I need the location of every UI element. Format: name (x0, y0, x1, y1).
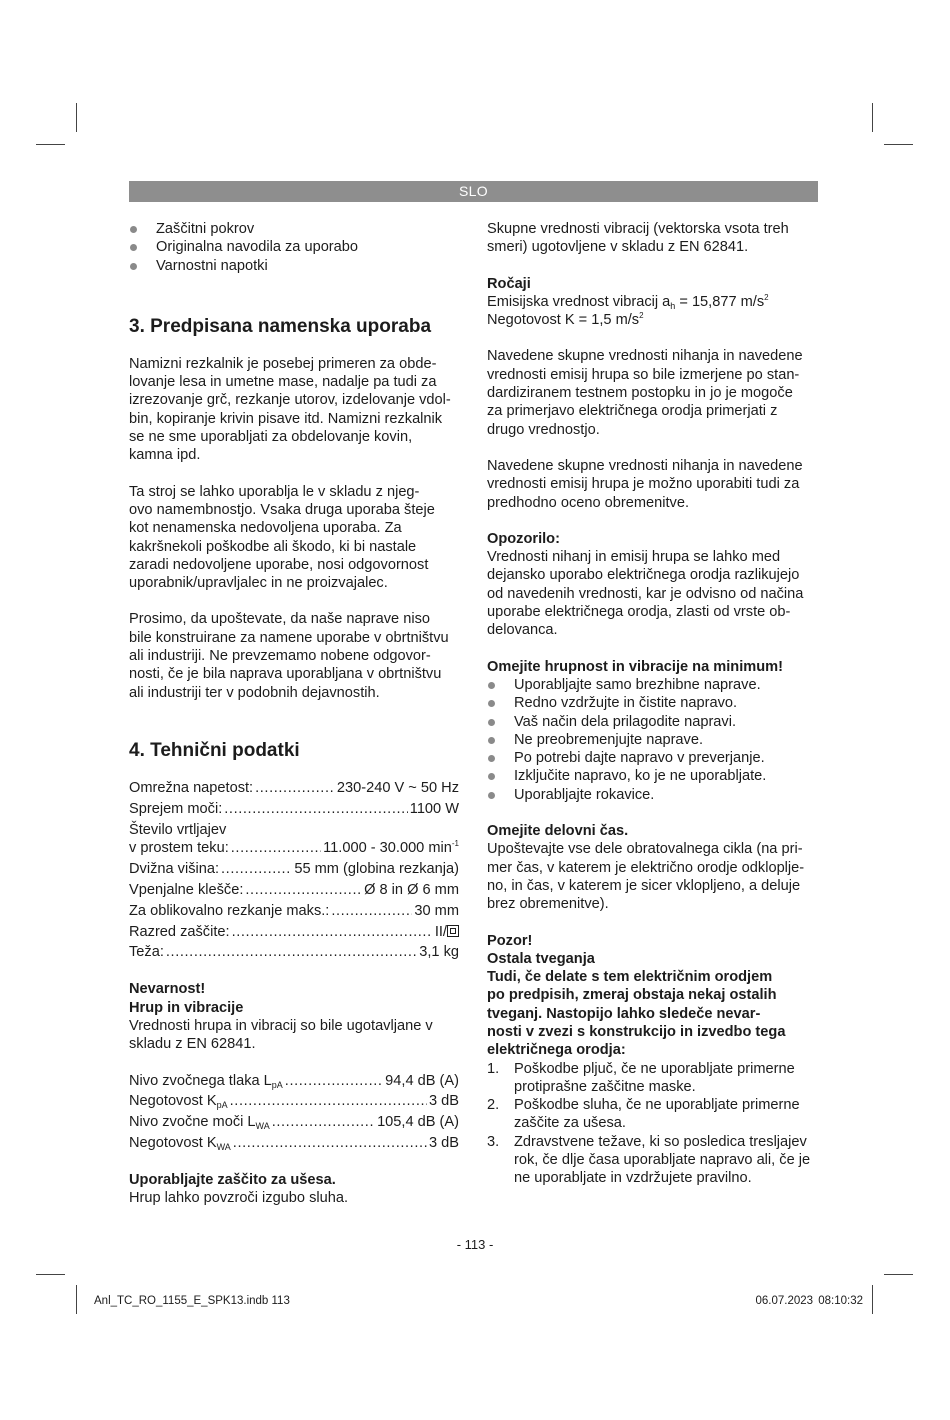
spec-row: Negotovost $K_{WA}$ ..... 3 dB (129, 1134, 459, 1152)
spec-row: Dvižna višina: ..... 55 mm (globina rezkanja) (129, 860, 459, 878)
noise-spec-table (129, 1072, 459, 1153)
paragraph: Namizni rezkalnik je posebej primeren za obde- lovanje lesa in umetne mase, nadalje pa tudi za izrezovanje grč, rezkanje utorov, izdelovanje vdol- bin, kopiranje krivin pisave itd. Namizni rezkalnik se ne sme uporabljati za obdelovanje kovin, kamna ipd. (129, 355, 451, 464)
paragraph: Ta stroj se lahko uporablja le v skladu z njeg- ovo namembnostjo. Vsaka druga uporaba šteje kot nenamenska nedovoljena uporaba. Za kakršnekoli poškodbe ali škodo, ki bi nastale zaradi nedovoljene uporabe, nosi odgovornost uporabnik/upravljalec in ne proizvajalec. (129, 483, 435, 592)
list-item: Uporabljajte rokavice. (487, 786, 819, 804)
spec-row: Število vrtljajev (129, 821, 227, 838)
language-banner: SLO (129, 181, 818, 202)
spec-row: Negotovost $K_{pA}$ ..... 3 dB (129, 1092, 459, 1110)
spec-table (129, 779, 459, 962)
spec-row: Nivo zvočne moči $L_{WA}$ ..... 105,4 dB (A) (129, 1113, 459, 1131)
paragraph: Navedene skupne vrednosti nihanja in navedene vrednosti emisij hrupa je možno uporabiti tudi za predhodno oceno obremenitve. (487, 457, 803, 511)
paragraph: Navedene skupne vrednosti nihanja in navedene vrednosti emisij hrupa so bile izmerjene po stan- dardiziranem testnem postopku in jo je mogoče za primerjavo električnega orodja primerjati z drugo vrednostjo. (487, 348, 803, 438)
file-info: Anl_TC_RO_1155_E_SPK13.indb 113 (94, 1295, 290, 1307)
page-number: - 113 - (456, 1237, 494, 1252)
protection-class-icon (447, 925, 459, 937)
crop-mark (872, 1285, 873, 1314)
paragraph: Vrednosti nihanj in emisij hrupa se lahko med dejansko uporabo električnega orodja razlikujejo od navedenih vrednosti, kar je odvisno od načina uporabe električnega orodja, zlasti od vrste ob- delovanca. (487, 549, 804, 639)
paragraph: Skupne vrednosti vibracij (vektorska vsota treh smeri) ugotovljene v skladu z EN 62841. (487, 221, 789, 256)
left-column (129, 220, 459, 1208)
spec-row: Vpenjalne klešče: ..... Ø 8 in Ø 6 mm (129, 881, 459, 899)
emission-value: Emisijska vrednost vibracij $a_h = 15,877$ $m/s^2$ (487, 292, 769, 311)
residual-risks-text: Tudi, če delate s tem električnim orodjem po predpisih, zmeraj obstaja nekaj ostalih tveganj. Nastopijo lahko sledeče nevar- nosti v zvezi s konstrukcijo in izvedbo tega električnega orodja: (487, 969, 786, 1059)
residual-risks-title: Ostala tveganja (487, 950, 595, 967)
crop-mark (872, 103, 873, 132)
list-item: 3. Zdravstvene težave, ki so posledica tresljajev rok, če dlje časa uporabljate napravo ali, če je ne uporabljate in vzdržujete pravilno. (487, 1133, 811, 1187)
spec-row: Teža: ..... 3,1 kg (129, 943, 459, 961)
worktime-title: Omejite delovni čas. (487, 823, 629, 840)
noise-title: Hrup in vibracije (129, 999, 244, 1016)
spec-row: Razred zaščite: ..... II/ (129, 923, 459, 941)
list-item: Izključite napravo, ko je ne uporabljate. (487, 767, 819, 785)
warning-title: Opozorilo: (487, 530, 560, 547)
spec-row: Omrežna napetost: ..... 230-240 V ~ 50 Hz (129, 779, 459, 797)
section-heading: 4. Tehnični podatki (129, 739, 300, 761)
right-column (487, 220, 819, 1188)
list-item: Uporabljajte samo brezhibne naprave. (487, 676, 819, 694)
crop-mark (36, 1274, 65, 1275)
risk-list (487, 1060, 819, 1188)
paragraph: Upoštevajte vse dele obratovalnega cikla (na pri- mer čas, v katerem je električno orodje odkloplje- no, in čas, v katerem je sicer vklopljeno, a deluje brez obremenitve). (487, 841, 805, 913)
list-item: Ne preobremenjujte naprave. (487, 731, 819, 749)
uncertainty-value: Negotovost K = 1,5 $m/s^2$ (487, 311, 644, 329)
crop-mark (76, 1285, 77, 1314)
spec-row: Sprejem moči: ..... 1100 W (129, 800, 459, 818)
handles-title: Ročaji (487, 275, 531, 292)
crop-mark (884, 144, 913, 145)
intro-bullet-list (129, 220, 459, 275)
crop-mark (36, 144, 65, 145)
list-item: Vaš način dela prilagodite napravi. (487, 713, 819, 731)
danger-title: Nevarnost! (129, 981, 206, 998)
paragraph: Prosimo, da upoštevate, da naše naprave niso bile konstruirane za namene uporabe v obrtništvu ali industriji. Ne prevzemamo nobene odgovor- nosti, če je bila naprava uporabljana v obrtništvu ali industriji ter v podobnih dejavnostih. (129, 611, 449, 701)
list-item: Varnostni napotki (129, 257, 459, 275)
list-item: Po potrebi dajte napravo v preverjanje. (487, 749, 819, 767)
crop-mark (884, 1274, 913, 1275)
paragraph: Vrednosti hrupa in vibracij so bile ugotavljane v skladu z EN 62841. (129, 1017, 433, 1053)
ear-protection-text: Hrup lahko povzroči izgubo sluha. (129, 1190, 349, 1207)
list-item: 1. Poškodbe pljuč, če ne uporabljate primerne protiprašne zaščitne maske. (487, 1060, 795, 1095)
limit-bullet-list (487, 676, 819, 804)
list-item: Originalna navodila za uporabo (129, 238, 459, 256)
limit-title: Omejite hrupnost in vibracije na minimum! (487, 658, 783, 675)
crop-mark (76, 103, 77, 132)
list-item: Zaščitni pokrov (129, 220, 459, 238)
section-heading: 3. Predpisana namenska uporaba (129, 315, 432, 337)
caution-title: Pozor! (487, 932, 533, 949)
ear-protection-title: Uporabljajte zaščito za ušesa. (129, 1172, 336, 1189)
list-item: 2. Poškodbe sluha, če ne uporabljate primerne zaščite za ušesa. (487, 1097, 800, 1132)
print-timestamp: 06.07.2023 08:10:32 (755, 1295, 863, 1307)
list-item: Redno vzdržujte in čistite napravo. (487, 694, 819, 712)
spec-row: Za oblikovalno rezkanje maks.: ..... 30 mm (129, 902, 459, 920)
spec-row: v prostem teku: ..... 11.000 - 30.000 $\min^{-1}$ (129, 839, 459, 857)
spec-row: Nivo zvočnega tlaka $L_{pA}$ ..... 94,4 dB (A) (129, 1072, 459, 1090)
